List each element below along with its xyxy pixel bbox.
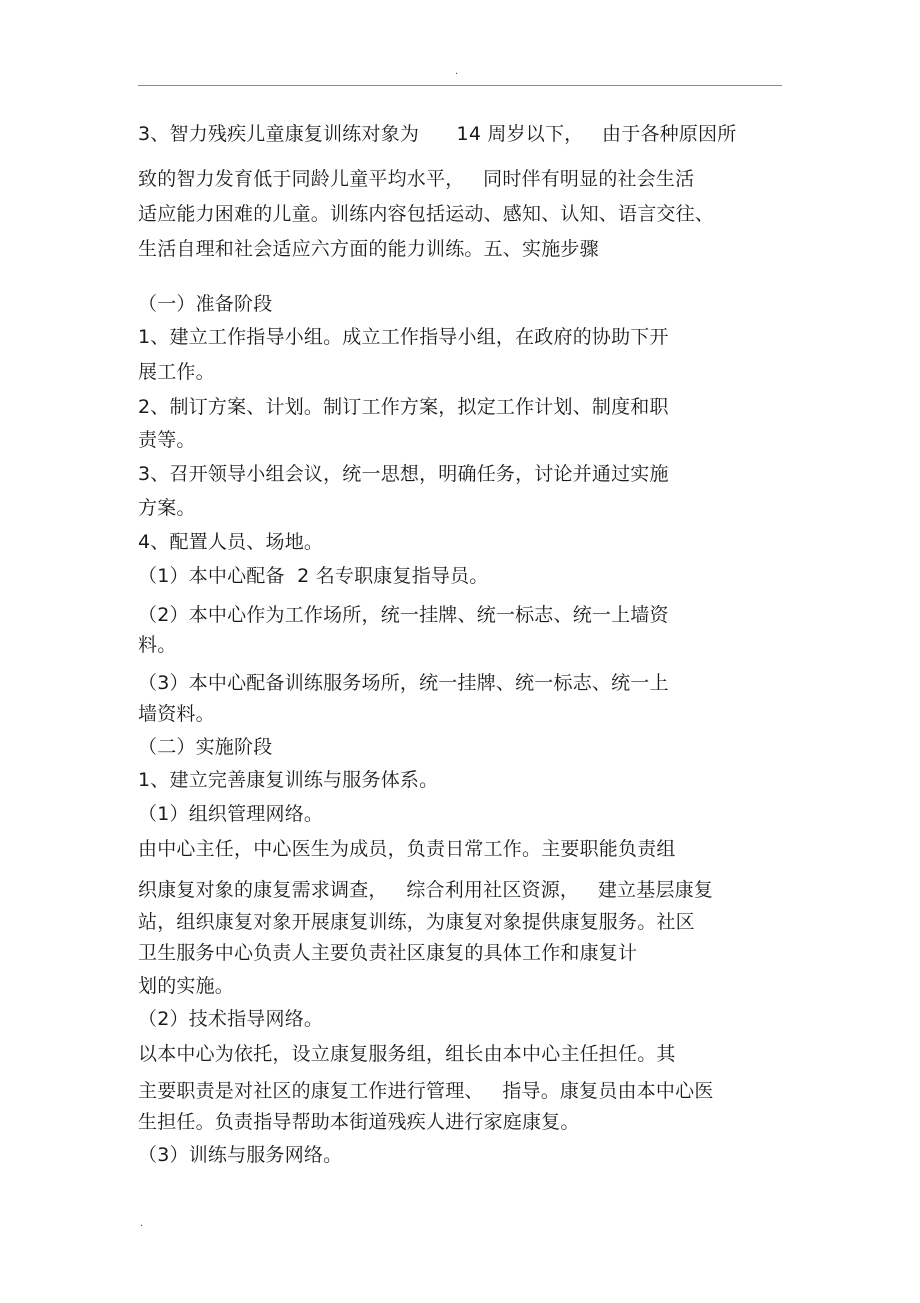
text-line: 2、制订方案、计划。制订工作方案，拟定工作计划、制度和职 <box>138 396 669 418</box>
text-line: 1、建立完善康复训练与服务体系。 <box>138 769 439 791</box>
text-line: （2）本中心作为工作场所，统一挂牌、统一标志、统一上墙资 <box>138 604 669 626</box>
text-line: 划的实施。 <box>138 975 235 997</box>
text-line: 站，组织康复对象开展康复训练，为康复对象提供康复服务。社区 <box>138 911 695 933</box>
text-line: 织康复对象的康复需求调查， 综合利用社区资源， 建立基层康复 <box>138 879 714 901</box>
header-rule <box>138 85 782 86</box>
text-line: 料。 <box>138 634 177 656</box>
text-line: 以本中心为依托，设立康复服务组，组长由本中心主任担任。其 <box>138 1043 676 1065</box>
text-line: （3）训练与服务网络。 <box>138 1144 343 1166</box>
text-line: （3）本中心配备训练服务场所，统一挂牌、统一标志、统一上 <box>138 672 669 694</box>
text-line: 由中心主任，中心医生为成员，负责日常工作。主要职能负责组 <box>138 838 676 860</box>
text-line: 方案。 <box>138 497 196 519</box>
text-line: （2）技术指导网络。 <box>138 1008 324 1030</box>
section-heading: （二）实施阶段 <box>138 736 273 758</box>
page-footer-mark: . <box>140 1218 144 1229</box>
text-line: （1）组织管理网络。 <box>138 803 324 825</box>
text-line: 生担任。负责指导帮助本街道残疾人进行家庭康复。 <box>138 1111 580 1133</box>
page-header-mark: . <box>455 66 459 77</box>
text-line: 责等。 <box>138 429 196 451</box>
text-line: 适应能力困难的儿童。训练内容包括运动、感知、认知、语言交往、 <box>138 203 715 225</box>
text-line: 3、智力残疾儿童康复训练对象为 14 周岁以下， 由于各种原因所 <box>138 123 737 145</box>
section-heading: （一）准备阶段 <box>138 293 273 315</box>
text-line: 卫生服务中心负责人主要负责社区康复的具体工作和康复计 <box>138 942 638 964</box>
text-line: （1）本中心配备 2 名专职康复指导员。 <box>138 565 489 587</box>
text-line: 3、召开领导小组会议，统一思想，明确任务，讨论并通过实施 <box>138 463 669 485</box>
text-line: 展工作。 <box>138 361 215 383</box>
text-line: 主要职责是对社区的康复工作进行管理、 指导。康复员由本中心医 <box>138 1080 714 1102</box>
text-line: 4、配置人员、场地。 <box>138 531 324 553</box>
text-line: 墙资料。 <box>138 703 215 725</box>
text-line: 致的智力发育低于同龄儿童平均水平， 同时伴有明显的社会生活 <box>138 168 695 190</box>
text-line: 1、建立工作指导小组。成立工作指导小组，在政府的协助下开 <box>138 326 669 348</box>
text-line: 生活自理和社会适应六方面的能力训练。五、实施步骤 <box>138 238 599 260</box>
